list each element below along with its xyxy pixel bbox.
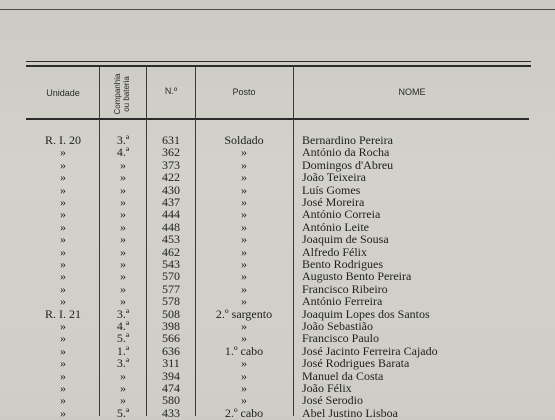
table-row	[0, 270, 555, 282]
table-row	[0, 196, 555, 208]
header-bottom-rule	[26, 118, 529, 120]
cell-nome: António da Rocha	[302, 145, 390, 160]
cell-unidade: »	[60, 331, 66, 346]
header-nome: NOME	[398, 87, 426, 97]
cell-companhia: »	[120, 368, 126, 383]
cell-unidade: »	[60, 232, 66, 247]
cell-posto: »	[241, 294, 247, 309]
cell-companhia: »	[120, 244, 126, 259]
cell-nome: Bento Rodrigues	[302, 257, 383, 271]
cell-companhia: »	[120, 195, 126, 209]
header-numero: N.º	[164, 86, 178, 96]
cell-companhia: »	[120, 207, 126, 222]
top-rule	[0, 9, 555, 10]
table-row	[0, 208, 555, 220]
cell-nome: Bernardino Pereira	[302, 133, 393, 147]
cell-nome: Joaquim Lopes dos Santos	[302, 306, 430, 321]
cell-numero: 430	[162, 182, 180, 197]
cell-posto: »	[241, 219, 247, 234]
table-row	[0, 382, 555, 394]
cell-unidade: »	[60, 356, 66, 371]
table-row	[0, 246, 555, 258]
table-row	[0, 308, 555, 320]
cell-posto: »	[241, 356, 247, 371]
table-row	[0, 345, 555, 357]
table-row	[0, 332, 555, 344]
cell-numero: 437	[162, 195, 180, 209]
cell-numero: 631	[162, 133, 180, 147]
cell-nome: José Rodrigues Barata	[302, 356, 410, 371]
header-posto: Posto	[232, 87, 256, 97]
cell-unidade: R. I. 21	[45, 306, 81, 321]
cell-nome: João Teixeira	[302, 170, 366, 185]
cell-posto: »	[241, 368, 247, 383]
table-row	[0, 221, 555, 233]
cell-companhia: 3.ª	[116, 133, 130, 147]
cell-posto: 1.º cabo	[224, 343, 264, 358]
table-row	[0, 146, 555, 158]
cell-nome: Manuel da Costa	[302, 368, 384, 383]
cell-companhia: »	[120, 269, 126, 284]
cell-posto: »	[241, 195, 247, 209]
cell-numero: 362	[162, 145, 180, 160]
header-unidade: Unidade	[46, 88, 80, 98]
cell-posto: »	[241, 207, 247, 222]
cell-unidade: »	[60, 244, 66, 259]
cell-numero: 462	[162, 244, 180, 259]
cell-posto: »	[241, 170, 247, 185]
table-row	[0, 258, 555, 270]
cell-numero: 474	[162, 381, 180, 395]
cell-numero: 543	[162, 257, 180, 271]
cell-companhia: »	[120, 257, 126, 271]
cell-numero: 453	[162, 232, 180, 247]
cell-nome: António Correia	[302, 207, 381, 222]
cell-nome: Alfredo Félix	[302, 244, 367, 259]
table-row	[0, 357, 555, 369]
cell-posto: 2.º sargento	[215, 306, 273, 321]
table-row	[0, 184, 555, 196]
cell-nome: José Moreira	[302, 195, 365, 209]
cell-numero: 577	[162, 281, 180, 296]
cell-numero: 444	[162, 207, 180, 222]
cell-numero: 398	[162, 319, 180, 333]
header-companhia	[113, 64, 131, 124]
cell-posto: »	[241, 331, 247, 346]
cell-unidade: »	[60, 381, 66, 395]
cell-unidade: »	[60, 219, 66, 234]
cell-posto: »	[241, 393, 247, 408]
cell-unidade: »	[60, 257, 66, 271]
cell-numero: 570	[162, 269, 180, 284]
cell-numero: 580	[162, 393, 180, 408]
cell-companhia: »	[120, 170, 126, 185]
cell-nome: António Leite	[302, 219, 369, 234]
cell-nome: João Félix	[302, 381, 352, 395]
cell-nome: Abel Justino Lisboa	[302, 405, 398, 420]
cell-nome: Francisco Paulo	[302, 331, 379, 346]
cell-posto: »	[241, 257, 247, 271]
cell-unidade: »	[60, 182, 66, 197]
cell-numero: 566	[162, 331, 180, 346]
cell-numero: 433	[162, 405, 180, 420]
cell-posto: »	[241, 269, 247, 284]
cell-unidade: »	[60, 170, 66, 185]
cell-unidade: R. I. 20	[45, 133, 81, 147]
cell-nome: António Ferreira	[302, 294, 383, 309]
table-top-rule	[26, 61, 531, 62]
header-companhia-line2: ou bateria	[122, 76, 131, 112]
cell-companhia: »	[120, 157, 126, 172]
cell-numero: 508	[162, 306, 180, 321]
table-top-rule-thick	[26, 65, 531, 67]
cell-numero: 394	[162, 368, 180, 383]
table-row	[0, 171, 555, 183]
cell-posto: »	[241, 319, 247, 333]
cell-companhia: »	[120, 182, 126, 197]
cell-companhia: 4.ª	[116, 319, 130, 333]
cell-posto: »	[241, 232, 247, 247]
cell-numero: 422	[162, 170, 180, 185]
cell-unidade: »	[60, 157, 66, 172]
table-row	[0, 134, 555, 146]
cell-unidade: »	[60, 145, 66, 160]
cell-unidade: »	[60, 343, 66, 358]
cell-companhia: »	[120, 281, 126, 296]
cell-unidade: »	[60, 405, 66, 420]
table-row	[0, 233, 555, 245]
cell-posto: »	[241, 182, 247, 197]
cell-unidade: »	[60, 281, 66, 296]
table-row	[0, 320, 555, 332]
cell-unidade: »	[60, 294, 66, 309]
cell-companhia: »	[120, 219, 126, 234]
cell-nome: Joaquim de Sousa	[302, 232, 389, 247]
cell-companhia: 3.ª	[116, 306, 130, 321]
cell-posto: Soldado	[224, 133, 264, 147]
cell-numero: 636	[162, 343, 180, 358]
table-row	[0, 159, 555, 171]
cell-companhia: 3.ª	[116, 356, 130, 371]
cell-companhia: 1.ª	[116, 343, 130, 358]
cell-companhia: 5.ª	[116, 331, 130, 346]
cell-unidade: »	[60, 195, 66, 209]
table-row	[0, 370, 555, 382]
cell-companhia: »	[120, 381, 126, 395]
cell-numero: 311	[162, 356, 180, 371]
cell-posto: »	[241, 145, 247, 160]
cell-unidade: »	[60, 393, 66, 408]
cell-companhia: 4.ª	[116, 145, 130, 160]
cell-unidade: »	[60, 368, 66, 383]
cell-unidade: »	[60, 207, 66, 222]
header-companhia-line1: Companhia	[113, 73, 122, 115]
table-row	[0, 394, 555, 406]
cell-posto: »	[241, 157, 247, 172]
cell-companhia: »	[120, 294, 126, 309]
cell-unidade: »	[60, 269, 66, 284]
cell-companhia: 5.ª	[116, 405, 130, 420]
table-row	[0, 407, 555, 419]
table-row	[0, 283, 555, 295]
cell-numero: 373	[162, 157, 180, 172]
cell-nome: João Sebastião	[302, 319, 373, 333]
cell-companhia: »	[120, 232, 126, 247]
cell-nome: Francisco Ribeiro	[302, 281, 388, 296]
cell-numero: 448	[162, 219, 180, 234]
cell-nome: José Serodio	[302, 393, 363, 408]
cell-posto: 2.º cabo	[224, 405, 264, 420]
cell-unidade: »	[60, 319, 66, 333]
cell-nome: José Jacinto Ferreira Cajado	[302, 343, 438, 358]
cell-posto: »	[241, 381, 247, 395]
cell-posto: »	[241, 281, 247, 296]
table-row	[0, 295, 555, 307]
cell-numero: 578	[162, 294, 180, 309]
cell-posto: »	[241, 244, 247, 259]
cell-nome: Luís Gomes	[302, 182, 361, 197]
cell-companhia: »	[120, 393, 126, 408]
cell-nome: Domingos d'Abreu	[302, 157, 394, 172]
cell-nome: Augusto Bento Pereira	[302, 269, 412, 284]
